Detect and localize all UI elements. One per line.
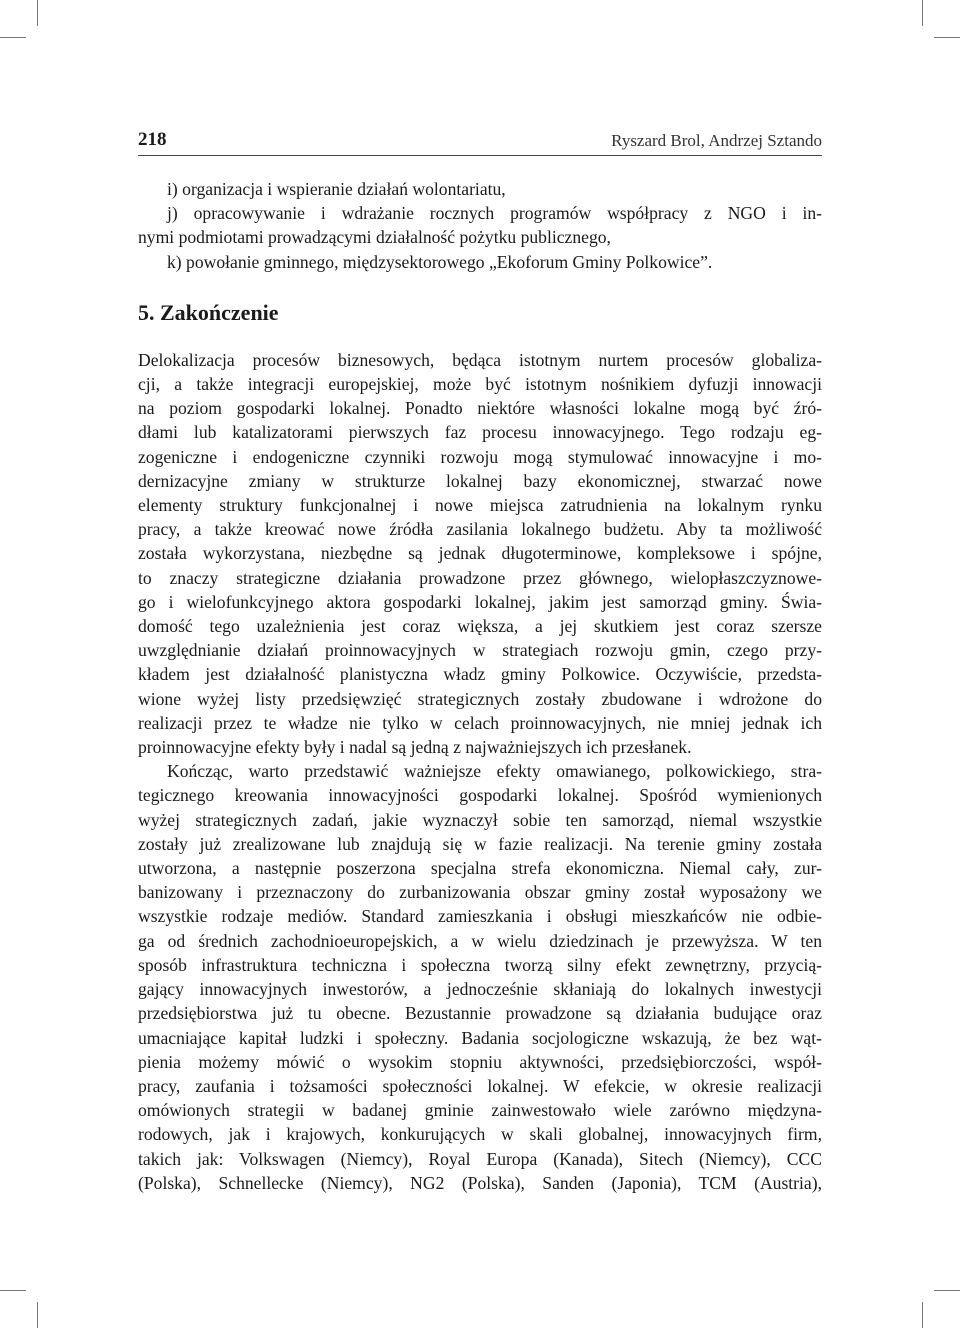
text-line: utworzona, a następnie poszerzona specjalna strefa ekonomiczna. Niemal cały, zur- — [138, 858, 822, 879]
text-line: domość tego uzależnienia jest coraz większa, a jej skutkiem jest coraz szersze — [138, 616, 822, 637]
crop-mark — [0, 37, 26, 38]
text-line: na poziom gospodarki lokalnej. Ponadto niektóre własności lokalne mogą być źró- — [138, 398, 822, 419]
crop-mark — [934, 37, 960, 38]
text-line: to znaczy strategiczne działania prowadzone przez głównego, wielopłaszczyznowe- — [138, 567, 822, 588]
running-head: Ryszard Brol, Andrzej Sztando — [611, 131, 822, 150]
text-line: Kończąc, warto przedstawić ważniejsze efekty omawianego, polkowickiego, stra- — [167, 761, 822, 782]
crop-mark — [922, 1302, 923, 1328]
text-line: kładem jest działalność planistyczna władz gminy Polkowice. Oczywiście, przedsta- — [138, 664, 822, 685]
page-body — [138, 177, 822, 1195]
list-block — [138, 177, 822, 274]
page-number: 218 — [138, 129, 167, 150]
text-line: umacniające kapitał ludzki i społeczny. Badania socjologiczne wskazują, że bez wąt- — [138, 1027, 822, 1048]
crop-mark — [37, 1302, 38, 1328]
text-line: k) powołanie gminnego, międzysektorowego „Ekoforum Gminy Polkowice”. — [167, 251, 713, 272]
text-line: pienia możemy mówić o wysokim stopniu aktywności, przedsiębiorczości, współ- — [138, 1051, 822, 1072]
text-line: j) opracowywanie i wdrażanie rocznych programów współpracy z NGO i in- — [167, 203, 822, 224]
text-line: zogeniczne i endogeniczne czynniki rozwoju mogą stymulować innowacyjne i mo- — [138, 446, 822, 467]
text-line: omówionych strategii w badanej gminie zainwestowało wiele zarówno międzyna- — [138, 1100, 822, 1121]
text-line: dernizacyjne zmiany w strukturze lokalnej bazy ekonomicznej, stwarzać nowe — [138, 470, 822, 491]
text-line: Delokalizacja procesów biznesowych, będąca istotnym nurtem procesów globaliza- — [138, 349, 822, 370]
text-line: banizowany i przeznaczony do zurbanizowania obszar gminy został wyposażony we — [138, 882, 822, 903]
text-line: sposób infrastruktura techniczna i społeczna tworzą silny efekt zewnętrzny, przycią- — [138, 954, 822, 975]
text-line: została wykorzystana, niezbędne są jednak długoterminowe, kompleksowe i spójne, — [138, 543, 822, 564]
text-line: zostały już zrealizowane lub znajdują się w fazie realizacji. Na terenie gminy została — [138, 833, 822, 854]
text-line: elementy struktury funkcjonalnej i nowe miejsca zatrudnienia na lokalnym rynku — [138, 495, 822, 516]
text-line: przedsiębiorstwa już tu obecne. Bezustannie prowadzone są działania budujące oraz — [138, 1003, 822, 1024]
text-line: go i wielofunkcyjnego aktora gospodarki lokalnej, jakim jest samorząd gminy. Świa- — [138, 591, 822, 612]
text-line: tegicznego kreowania innowacyjności gospodarki lokalnej. Spośród wymienionych — [138, 785, 822, 806]
text-line: uwzględnianie działań proinnowacyjnych w strategiach rozwoju gmin, czego przy- — [138, 640, 822, 661]
section-title: 5. Zakończenie — [138, 299, 279, 325]
text-line: wyżej strategicznych zadań, jakie wyznaczył sobie ten samorząd, niemal wszystkie — [138, 809, 822, 830]
crop-mark — [0, 1290, 26, 1291]
text-line: i) organizacja i wspieranie działań wolontariatu, — [167, 179, 506, 199]
text-line: pracy, zaufania i tożsamości społeczności lokalnej. W efekcie, w okresie realizacji — [138, 1075, 822, 1096]
paragraph — [138, 759, 822, 1195]
text-line: realizacji przez te władze nie tylko w celach proinnowacyjnych, nie mniej jednak ich — [138, 712, 822, 733]
text-line: wione wyżej listy przedsięwzięć strategicznych zostały zbudowane i wdrożone do — [138, 688, 822, 709]
text-line: gający innowacyjnych inwestorów, a jednocześnie skłaniają do lokalnych inwestycji — [138, 979, 822, 1000]
text-line: nymi podmiotami prowadzącymi działalność pożytku publicznego, — [138, 227, 611, 248]
text-line: ga od średnich zachodnioeuropejskich, a w wielu dziedzinach je przewyższa. W ten — [138, 930, 822, 951]
text-line: wszystkie rodzaje mediów. Standard zamieszkania i obsługi mieszkańców nie odbie- — [138, 906, 822, 927]
paragraph — [138, 348, 822, 759]
crop-mark — [934, 1290, 960, 1291]
text-line: (Polska), Schnellecke (Niemcy), NG2 (Polska), Sanden (Japonia), TCM (Austria), — [138, 1172, 822, 1193]
crop-mark — [37, 0, 38, 26]
text-line: rodowych, jak i krajowych, konkurujących w skali globalnej, innowacyjnych firm, — [138, 1124, 822, 1145]
crop-mark — [922, 0, 923, 26]
text-line: cji, a także integracji europejskiej, może być istotnym nośnikiem dyfuzji innowacji — [138, 374, 822, 395]
page-header — [138, 129, 822, 156]
text-line: dłami lub katalizatorami pierwszych faz procesu innowacyjnego. Tego rodzaju eg- — [138, 422, 822, 443]
text-line: takich jak: Volkswagen (Niemcy), Royal Europa (Kanada), Sitech (Niemcy), CCC — [138, 1148, 822, 1169]
text-line: proinnowacyjne efekty były i nadal są jedną z najważniejszych ich przesłanek. — [138, 737, 692, 758]
text-line: pracy, a także kreować nowe źródła zasilania lokalnego budżetu. Aby ta możliwość — [138, 519, 822, 540]
